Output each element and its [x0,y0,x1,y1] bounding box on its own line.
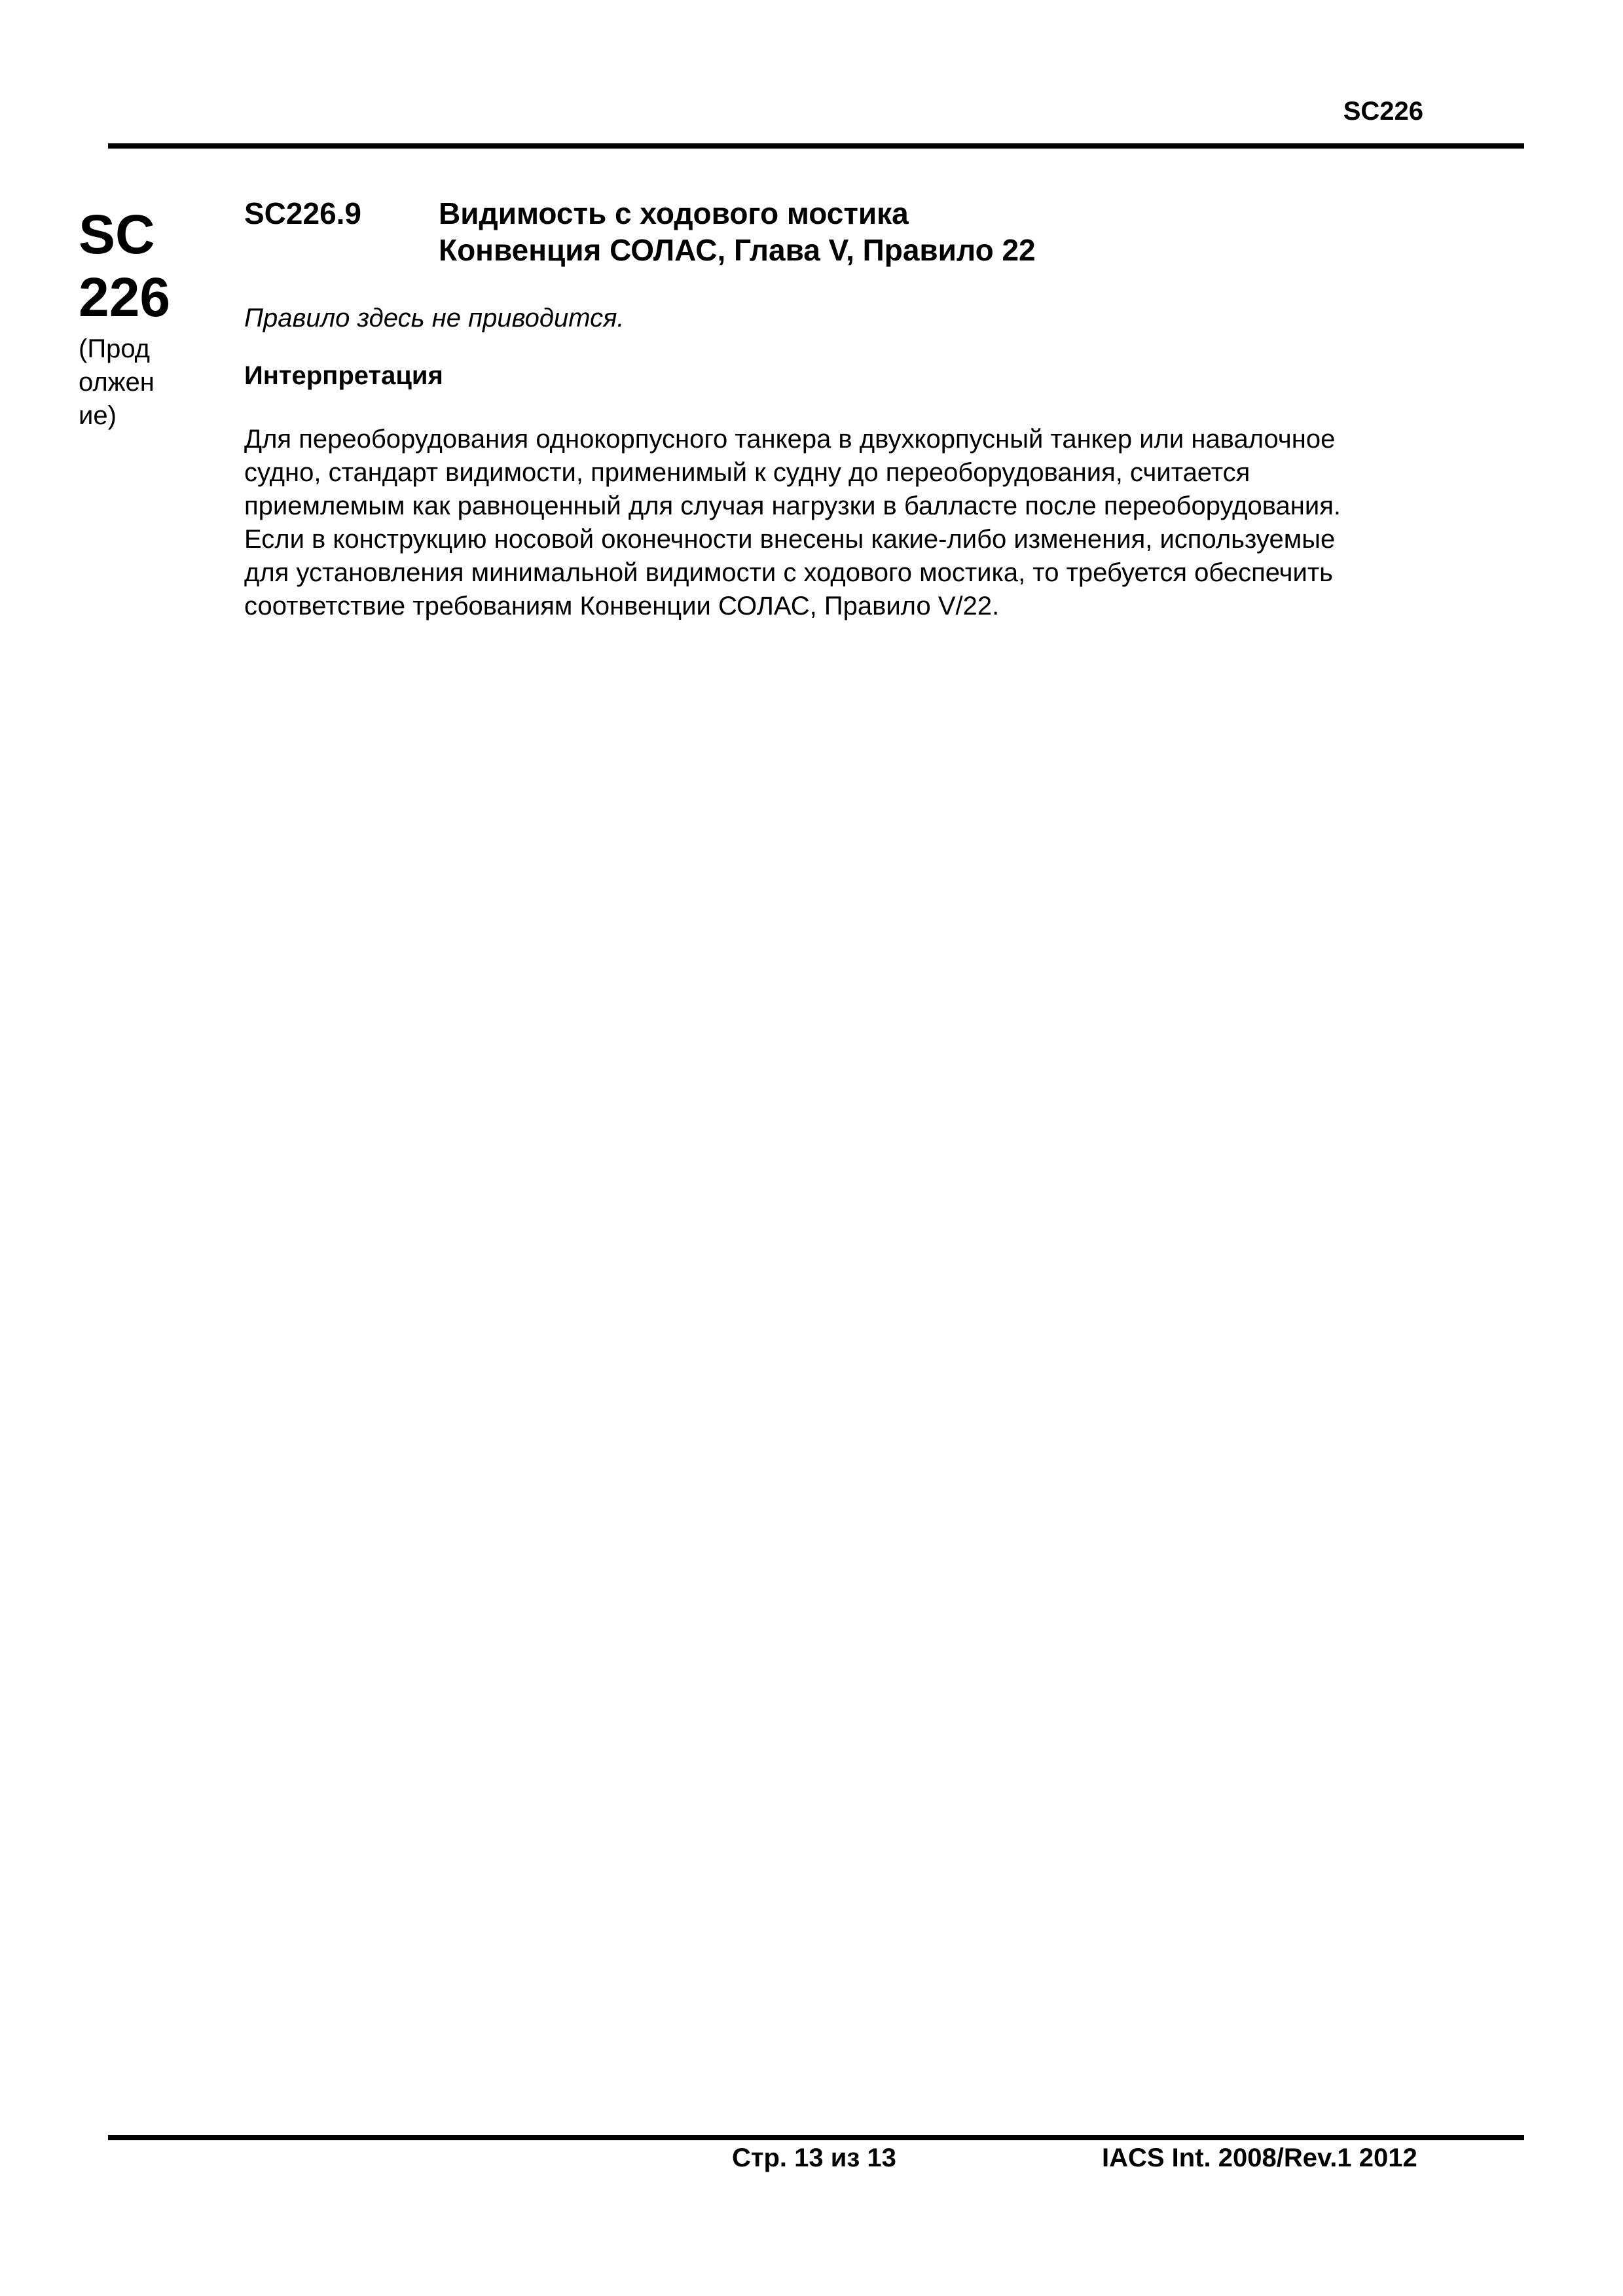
margin-tag-line2: 226 [79,266,171,328]
interpretation-heading: Интерпретация [244,361,443,390]
interpretation-text: Для переоборудования однокорпусного танкера в двухкорпусный танкер или навалочное судно, стандарт видимости, применимый к судну до переоборудования, считается приемлемым как равноценный для случая нагрузки в балласте после переоборудования. Если в конструкцию носовой оконечности внесены какие-либо изменения, используемые для установления минимальной видимости с ходового мостика, то требуется обеспечить соответствие требованиям Конвенции СОЛАС, Правило V/22. [244,425,1341,620]
section-number: SC226.9 [244,196,362,230]
section-title: Видимость с ходового мостика [439,196,909,230]
margin-tag-line1: SC [79,204,155,265]
section-subtitle: Конвенция СОЛАС, Глава V, Правило 22 [439,233,1036,267]
document-reference: IACS Int. 2008/Rev.1 2012 [1102,2144,1417,2172]
rule-omitted-note: Правило здесь не приводится. [244,304,625,332]
section-titles [439,195,1036,268]
header-rule [108,143,1524,149]
margin-tag-continued: (Прод олжен ие) [79,334,155,430]
section-heading [244,195,1501,268]
margin-tag [79,203,183,433]
main-content [244,195,1501,623]
header-code: SC226 [1343,97,1423,126]
page-number: Стр. 13 из 13 [732,2144,896,2172]
footer-rule [108,2135,1524,2140]
